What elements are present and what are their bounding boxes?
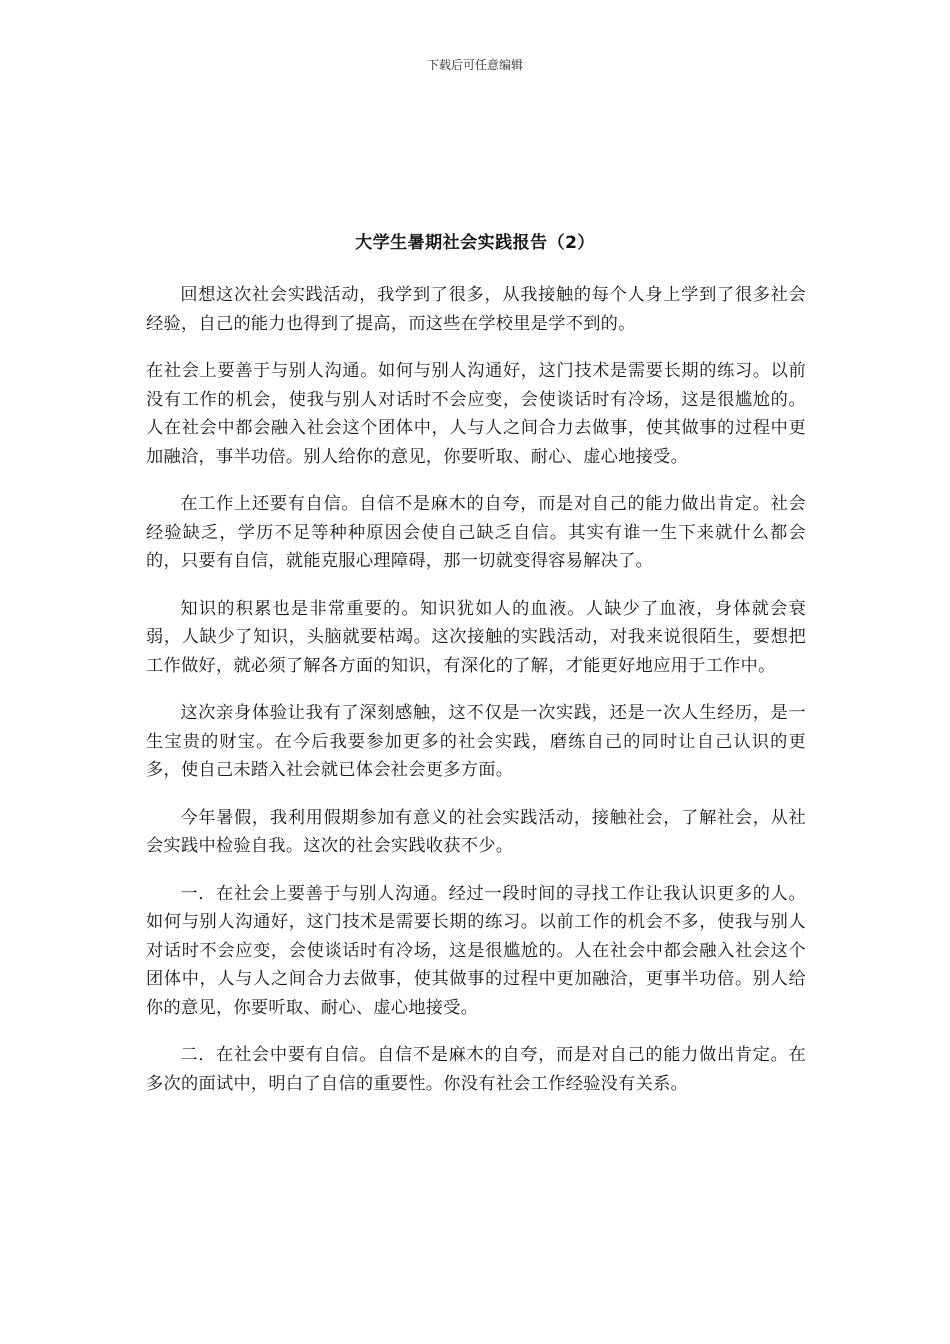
document-body xyxy=(146,281,806,1117)
paragraph: 二．在社会中要有自信。自信不是麻木的自夸，而是对自己的能力做出肯定。在多次的面试中，明白了自信的重要性。你没有社会工作经验没有关系。 xyxy=(146,1045,806,1094)
paragraph: 知识的积累也是非常重要的。知识犹如人的血液。人缺少了血液，身体就会衰弱，人缺少了知识，头脑就要枯竭。这次接触的实践活动，对我来说很陌生，要想把工作做好，就必须了解各方面的知识，有深化的了解，才能更好地应用于工作中。 xyxy=(146,598,806,676)
document-title: 大学生暑期社会实践报告（2） xyxy=(355,233,595,253)
paragraph: 在社会上要善于与别人沟通。如何与别人沟通好，这门技术是需要长期的练习。以前没有工作的机会，使我与别人对话时不会应变，会使谈话时有冷场，这是很尴尬的。人在社会中都会融入社会这个团体中，人与人之间合力去做事，使其做事的过程中更加融洽，事半功倍。别人给你的意见，你要听取、耐心、虚心地接受。 xyxy=(146,361,806,467)
paragraph: 一．在社会上要善于与别人沟通。经过一段时间的寻找工作让我认识更多的人。如何与别人沟通好，这门技术是需要长期的练习。以前工作的机会不多，使我与别人对话时不会应变，会使谈话时有冷场，这是很尴尬的。人在社会中都会融入社会这个团体中，人与人之间合力去做事，使其做事的过程中更加融洽，更事半功倍。别人给你的意见，你要听取、耐心、虚心地接受。 xyxy=(146,883,806,1018)
paragraph: 今年暑假，我利用假期参加有意义的社会实践活动，接触社会，了解社会，从社会实践中检验自我。这次的社会实践收获不少。 xyxy=(146,807,806,856)
paragraph: 回想这次社会实践活动，我学到了很多，从我接触的每个人身上学到了很多社会经验，自己的能力也得到了提高，而这些在学校里是学不到的。 xyxy=(146,285,806,334)
header-note: 下载后可任意编辑 xyxy=(426,58,523,72)
paragraph: 在工作上还要有自信。自信不是麻木的自夸，而是对自己的能力做出肯定。社会经验缺乏，学历不足等种种原因会使自己缺乏自信。其实有谁一生下来就什么都会的，只要有自信，就能克服心理障碍，那一切就变得容易解决了。 xyxy=(146,494,806,571)
paragraph: 这次亲身体验让我有了深刻感触，这不仅是一次实践，还是一次人生经历，是一生宝贵的财宝。在今后我要参加更多的社会实践，磨练自己的同时让自己认识的更多，使自己未踏入社会就已体会社会更多方面。 xyxy=(146,703,806,780)
